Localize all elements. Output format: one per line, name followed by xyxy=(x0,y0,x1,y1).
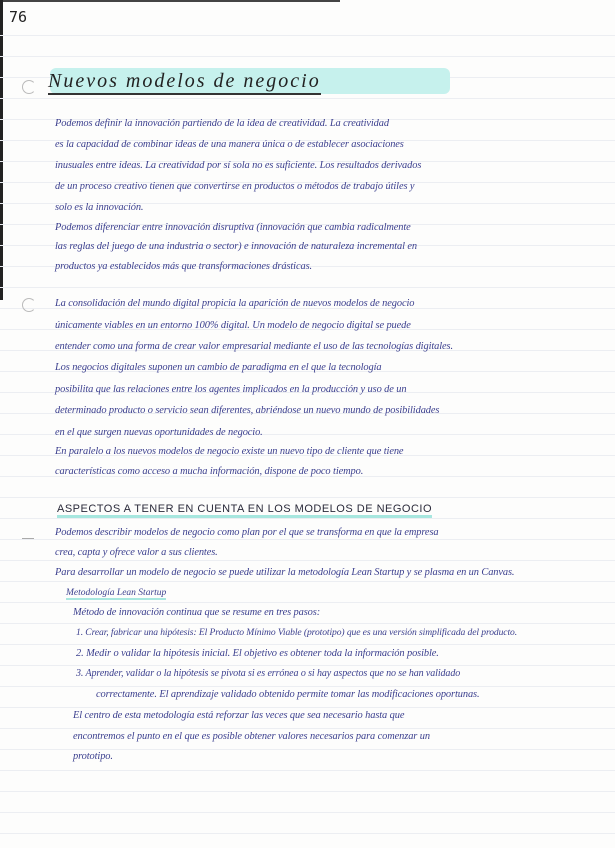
text-line: crea, capta y ofrece valor a sus clientes. xyxy=(55,547,218,558)
subheading: Metodología Lean Startup xyxy=(66,588,167,598)
step-2: 2. Medir o validar la hipótesis inicial. El objetivo es obtener toda la información posible. xyxy=(76,648,439,659)
ruled-line xyxy=(0,539,615,540)
text-line: encontremos el punto en el que es posible obtener valores necesarios para comenzar un xyxy=(73,731,430,742)
text-line: entender como una forma de crear valor empresarial mediante el uso de las tecnologías digitales. xyxy=(55,341,453,352)
ruled-line xyxy=(0,728,615,729)
margin-dash-icon xyxy=(22,538,34,539)
text-line: posibilita que las relaciones entre los agentes implicados en la producción y uso de un xyxy=(55,384,407,395)
ruled-line xyxy=(0,833,615,834)
ruled-line xyxy=(0,707,615,708)
section-heading: ASPECTOS A TENER EN CUENTA EN LOS MODELOS DE NEGOCIO xyxy=(57,503,432,518)
text-line: Podemos describir modelos de negocio como plan por el que se transforma en que la empresa xyxy=(55,527,439,538)
page-edge xyxy=(0,0,3,300)
text-line: El centro de esta metodología está reforzar las veces que sea necesario hasta que xyxy=(73,710,405,721)
text-line: Método de innovación continua que se resume en tres pasos: xyxy=(73,607,321,618)
text-line: productos ya establecidos más que transformaciones drásticas. xyxy=(55,261,313,272)
step-3: 3. Aprender, validar o la hipótesis se pivota si es errónea o si hay aspectos que no se han validado xyxy=(76,668,461,679)
text-line: prototipo. xyxy=(73,751,113,762)
text-line: En paralelo a los nuevos modelos de negocio existe un nuevo tipo de cliente que tiene xyxy=(55,446,404,457)
ruled-line xyxy=(0,686,615,687)
page-number: 76 xyxy=(9,8,28,26)
ruled-line xyxy=(0,749,615,750)
text-line: Podemos diferenciar entre innovación disruptiva (innovación que cambia radicalmente xyxy=(55,222,411,233)
margin-circle-icon xyxy=(22,80,36,94)
text-line: de un proceso creativo tienen que convertirse en productos o métodos de trabajo útiles y xyxy=(55,181,415,192)
page-edge xyxy=(0,0,340,2)
text-line: determinado producto o servicio sean diferentes, abriéndose un nuevo mundo de posibilidades xyxy=(55,405,440,416)
text-line: Para desarrollar un modelo de negocio se puede utilizar la metodología Lean Startup y se plasma en un Canvas. xyxy=(55,567,515,578)
ruled-line xyxy=(0,98,615,99)
text-line: Los negocios digitales suponen un cambio de paradigma en el que la tecnología xyxy=(55,362,382,373)
text-line: en el que surgen nuevas oportunidades de negocio. xyxy=(55,427,263,438)
ruled-line xyxy=(0,812,615,813)
page-title: Nuevos modelos de negocio xyxy=(48,70,321,95)
text-line: características como acceso a mucha información, dispone de poco tiempo. xyxy=(55,466,364,477)
text-line: únicamente viables en un entorno 100% digital. Un modelo de negocio digital se puede xyxy=(55,320,411,331)
text-line: solo es la innovación. xyxy=(55,202,144,213)
ruled-line xyxy=(0,602,615,603)
text-line: correctamente. El aprendizaje validado obtenido permite tomar las modificaciones oportunas. xyxy=(96,689,480,700)
text-line: La consolidación del mundo digital propicia la aparición de nuevos modelos de negocio xyxy=(55,298,415,309)
ruled-line xyxy=(0,56,615,57)
ruled-line xyxy=(0,560,615,561)
ruled-line xyxy=(0,287,615,288)
ruled-line xyxy=(0,665,615,666)
text-line: inusuales entre ideas. La creatividad por sí sola no es suficiente. Los resultados derivados xyxy=(55,160,422,171)
text-line: es la capacidad de combinar ideas de una manera única o de establecer asociaciones xyxy=(55,139,404,150)
ruled-line xyxy=(0,518,615,519)
ruled-line xyxy=(0,770,615,771)
step-1: 1. Crear, fabricar una hipótesis: El Producto Mínimo Viable (prototipo) que es una versión simplificada del producto. xyxy=(76,627,518,638)
ruled-line xyxy=(0,497,615,498)
ruled-line xyxy=(0,791,615,792)
ruled-line xyxy=(0,644,615,645)
ruled-line xyxy=(0,581,615,582)
ruled-line xyxy=(0,35,615,36)
text-line: Podemos definir la innovación partiendo de la idea de creatividad. La creatividad xyxy=(55,118,389,129)
text-line: las reglas del juego de una industria o sector) e innovación de naturaleza incremental en xyxy=(55,241,418,252)
margin-circle-icon xyxy=(22,298,36,312)
ruled-line xyxy=(0,623,615,624)
